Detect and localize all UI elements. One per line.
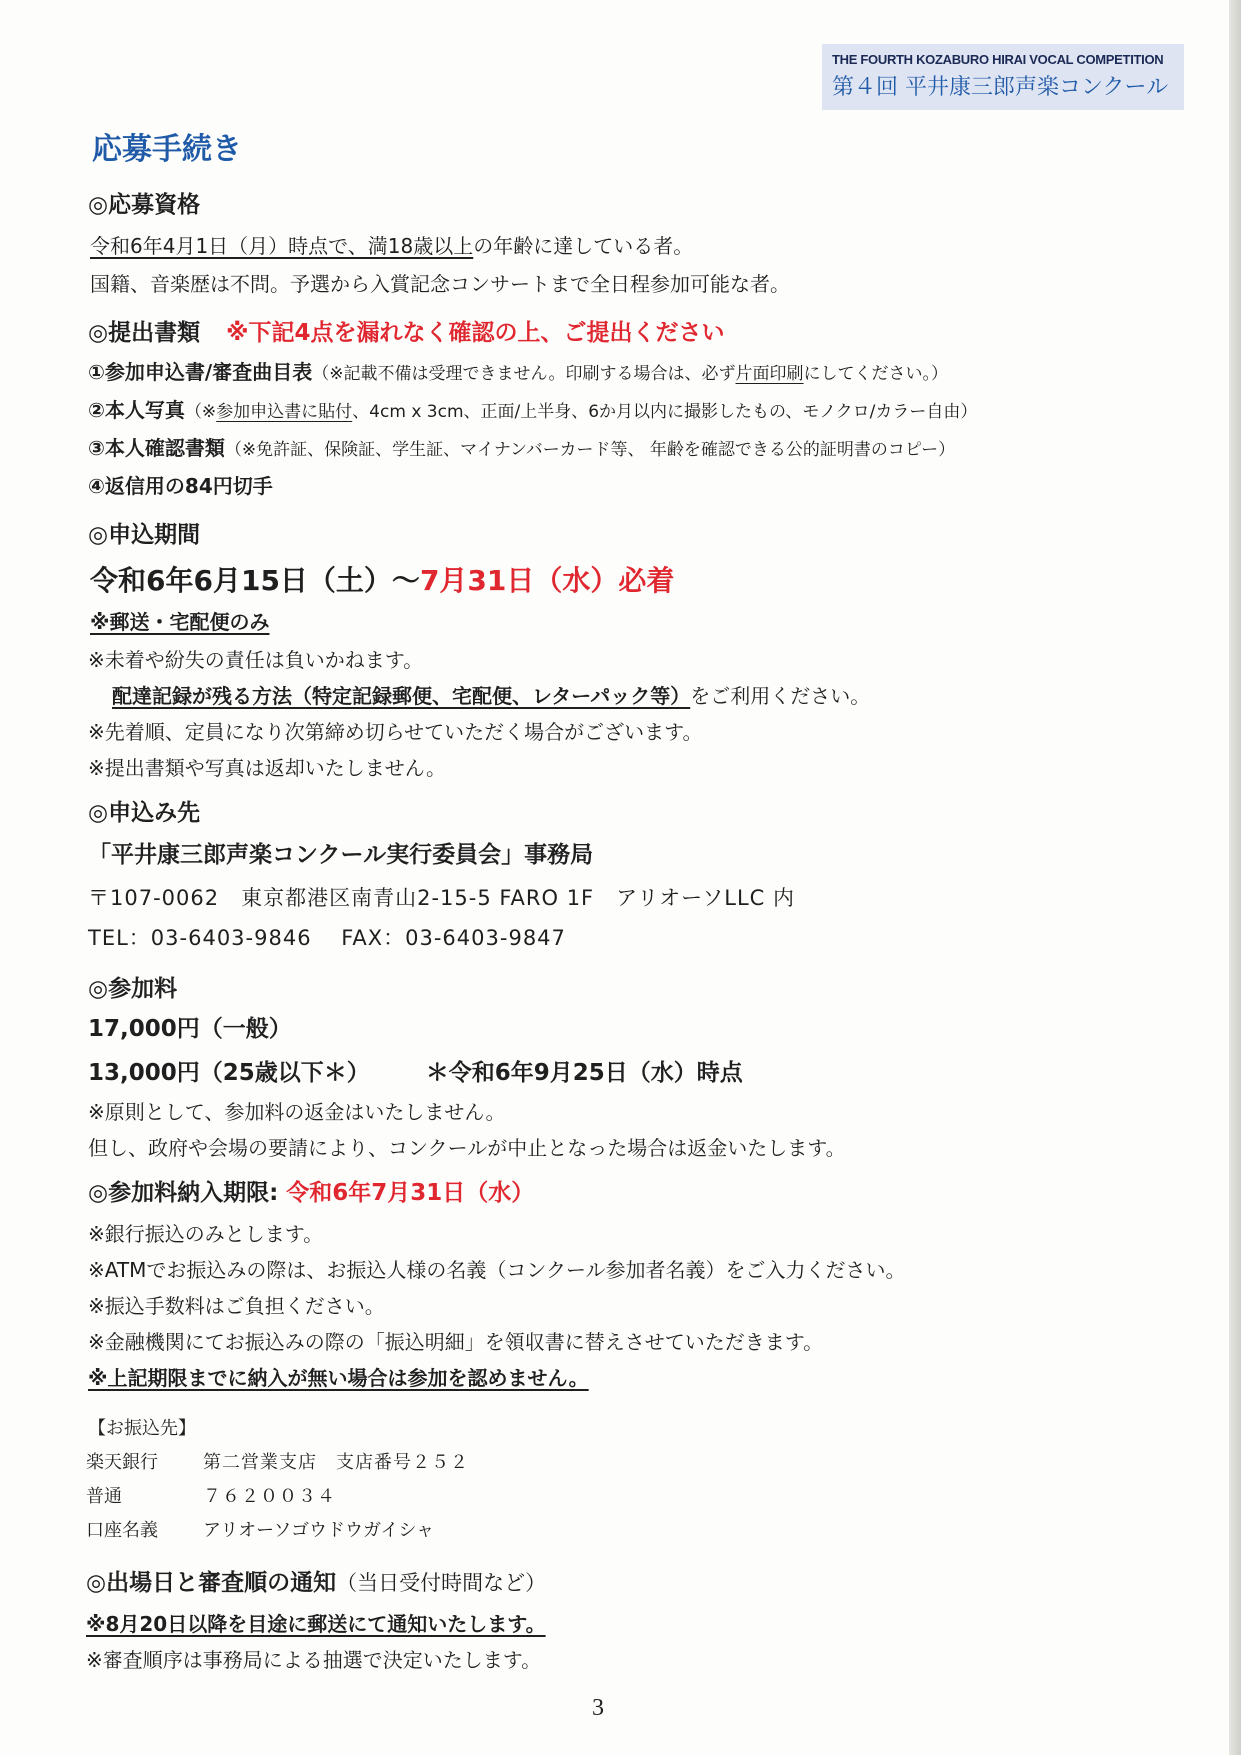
document-item-1-note-a: （※記載不備は受理できません。印刷する場合は、必ず bbox=[312, 364, 736, 384]
period-delivery-methods: 配達記録が残る方法（特定記録郵便、宅配便、レターパック等） bbox=[112, 684, 691, 708]
period-mail-only: ※郵送・宅配便のみ bbox=[90, 610, 270, 634]
destination-heading: ◎申込み先 bbox=[88, 800, 201, 826]
header-japanese: 第４回 平井康三郎声楽コンクール bbox=[832, 75, 1169, 100]
deadline-note-4: ※金融機関にてお振込みの際の「振込明細」を領収書に替えさせていただきます。 bbox=[88, 1330, 824, 1354]
notification-heading: ◎出場日と審査順の通知 bbox=[86, 1570, 337, 1596]
document-item-2 bbox=[88, 398, 977, 422]
notification-heading-note: （当日受付時間など） bbox=[336, 1571, 547, 1595]
page-title: 応募手続き bbox=[92, 132, 242, 167]
documents-notice: ※下記4点を漏れなく確認の上、ご提出ください bbox=[226, 320, 725, 346]
eligibility-line-2: 国籍、音楽歴は不問。予選から入賞記念コンサートまで全日程参加可能な者。 bbox=[90, 272, 790, 296]
period-note-1: ※未着や紛失の責任は負いかねます。 bbox=[88, 648, 424, 672]
bank-row-3-value: アリオーソゴウドウガイシャ bbox=[203, 1520, 435, 1541]
eligibility-age-condition: 令和6年4月1日（月）時点で、満18歳以上 bbox=[90, 234, 474, 258]
bank-row-1-value: 第二営業支店 支店番号２５２ bbox=[203, 1452, 469, 1473]
header-english: THE FOURTH KOZABURO HIRAI VOCAL COMPETITION bbox=[832, 52, 1164, 67]
document-item-2-note-b: 、4cm x 3cm、正面/上半身、6か月以内に撮影したもの、モノクロ/カラー自由） bbox=[352, 402, 978, 422]
period-note-3: ※先着順、定員になり次第締め切らせていただく場合がございます。 bbox=[88, 720, 703, 744]
deadline-heading-row bbox=[88, 1180, 534, 1208]
document-item-3 bbox=[88, 436, 955, 460]
fee-youth-note: ＊令和6年9月25日（水）時点 bbox=[425, 1060, 743, 1086]
page-edge bbox=[1229, 0, 1241, 1755]
document-item-1-note-b: にしてください。） bbox=[803, 364, 949, 384]
deadline-warning: ※上記期限までに納入が無い場合は参加を認めません。 bbox=[88, 1366, 589, 1390]
notification-note-2: ※審査順序は事務局による抽選で決定いたします。 bbox=[86, 1648, 542, 1672]
fee-youth-row bbox=[88, 1060, 743, 1088]
period-note-4: ※提出書類や写真は返却いたしません。 bbox=[88, 756, 446, 780]
bank-row-2-value: ７６２００３４ bbox=[203, 1486, 336, 1507]
fee-general: 17,000円（一般） bbox=[88, 1016, 292, 1042]
bank-row-3-label: 口座名義 bbox=[86, 1520, 158, 1541]
destination-address: 〒107-0062 東京都港区南青山2-15-5 FARO 1F アリオーソLLC 内 bbox=[88, 886, 795, 910]
document-item-4: ④返信用の84円切手 bbox=[88, 474, 273, 498]
bank-row-1-label: 楽天銀行 bbox=[86, 1452, 158, 1473]
period-heading: ◎申込期間 bbox=[88, 522, 201, 548]
notification-note-1: ※8月20日以降を目途に郵送にて通知いたします。 bbox=[86, 1612, 546, 1636]
document-item-1 bbox=[88, 360, 948, 384]
fee-note-1: ※原則として、参加料の返金はいたしません。 bbox=[88, 1100, 506, 1124]
document-item-2-title: ②本人写真 bbox=[88, 398, 185, 422]
eligibility-line-1 bbox=[90, 234, 693, 258]
deadline-heading: ◎参加料納入期限: bbox=[88, 1180, 279, 1206]
period-date-start: 令和6年6月15日（土）～ bbox=[90, 564, 420, 597]
fee-heading: ◎参加料 bbox=[88, 976, 178, 1002]
deadline-date: 令和6年7月31日（水） bbox=[286, 1180, 535, 1206]
bank-row-2-label: 普通 bbox=[86, 1486, 122, 1507]
document-item-1-title: ①参加申込書/審査曲目表 bbox=[88, 360, 313, 384]
bank-row-1 bbox=[86, 1452, 469, 1474]
deadline-note-3: ※振込手数料はご負担ください。 bbox=[88, 1294, 385, 1318]
notification-heading-row bbox=[86, 1570, 546, 1598]
bank-heading: 【お振込先】 bbox=[88, 1418, 196, 1439]
eligibility-line-1-rest: の年齢に達している者。 bbox=[473, 234, 694, 258]
document-item-2-note-a: （※ bbox=[184, 402, 217, 422]
documents-heading-label: ◎提出書類 bbox=[88, 320, 201, 346]
eligibility-heading: ◎応募資格 bbox=[88, 192, 201, 218]
document-item-3-note: （※免許証、保険証、学生証、マイナンバーカード等、 年齢を確認できる公的証明書のコピー） bbox=[224, 440, 956, 460]
period-note-2 bbox=[112, 684, 870, 708]
document-item-3-title: ③本人確認書類 bbox=[88, 436, 225, 460]
period-date-end: 7月31日（水）必着 bbox=[419, 564, 675, 597]
destination-phone-fax: TEL：03-6403-9846 FAX：03-6403-9847 bbox=[88, 926, 566, 950]
deadline-note-2: ※ATMでお振込みの際は、お振込人様の名義（コンクール参加者名義）をご入力ください。 bbox=[88, 1258, 906, 1282]
period-note-2-rest: をご利用ください。 bbox=[690, 684, 871, 708]
bank-row-2 bbox=[86, 1486, 336, 1508]
document-item-1-note-underlined: 片面印刷 bbox=[735, 364, 804, 384]
deadline-note-1: ※銀行振込のみとします。 bbox=[88, 1222, 324, 1246]
destination-organization: 「平井康三郎声楽コンクール実行委員会」事務局 bbox=[88, 842, 594, 868]
period-dates bbox=[90, 564, 674, 598]
documents-heading bbox=[88, 320, 724, 348]
fee-youth: 13,000円（25歳以下＊） bbox=[88, 1060, 370, 1086]
page-number: 3 bbox=[592, 1695, 604, 1721]
document-item-2-note-underlined: 参加申込書に貼付 bbox=[216, 402, 353, 422]
bank-row-3 bbox=[86, 1520, 434, 1542]
competition-header bbox=[822, 44, 1184, 110]
fee-note-2: 但し、政府や会場の要請により、コンクールが中止となった場合は返金いたします。 bbox=[88, 1136, 846, 1160]
